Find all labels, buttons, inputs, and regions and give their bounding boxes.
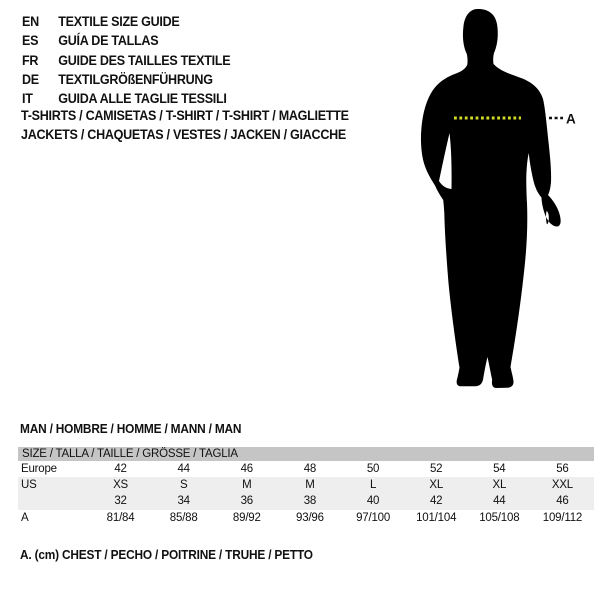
language-code: EN [22,14,39,29]
category-lines [21,107,349,144]
language-label: GUIDE DES TAILLES TEXTILE [58,52,231,68]
language-code: ES [22,33,39,49]
table-cell: XL [429,479,444,492]
row-label: Europe [21,463,57,475]
table-cell: 36 [240,495,254,508]
table-cell: 50 [366,463,380,475]
category-line: T-SHIRTS / CAMISETAS / T-SHIRT / T-SHIRT / MAGLIETTE [21,108,349,123]
language-row [22,12,230,31]
man-silhouette-figure [395,0,600,400]
table-cell: 81/84 [106,511,135,524]
table-cell: 52 [429,463,443,475]
size-table [18,447,594,526]
table-cell: 38 [303,495,317,508]
language-row [22,70,230,89]
table-cell: 54 [493,463,506,475]
table-cell: 46 [556,495,569,508]
language-row [22,51,230,70]
table-row [18,493,594,509]
table-cell: 44 [493,495,506,508]
language-label: GUÍA DE TALLAS [58,33,159,49]
table-cell: 97/100 [356,511,391,524]
language-list [22,12,230,108]
table-cell: 93/96 [296,511,324,524]
language-label: GUIDA ALLE TAGLIE TESSILI [58,91,227,107]
table-cell: XS [113,479,129,492]
table-cell: 46 [240,463,254,475]
table-cell: 42 [429,495,443,508]
table-cell: 56 [556,463,569,475]
table-cell: 109/112 [542,511,583,524]
table-cell: 48 [303,463,317,475]
language-code: DE [22,71,39,87]
table-cell: 101/104 [416,511,457,524]
section-title: MAN / HOMBRE / HOMME / MANN / MAN [20,422,242,436]
measure-label-a: A [566,111,576,127]
table-cell: 85/88 [169,511,198,524]
size-table-header: SIZE / TALLA / TAILLE / GRÖSSE / TAGLIA [18,447,594,461]
size-table-rows [18,461,594,526]
row-label [18,493,89,509]
table-cell: XL [492,479,507,492]
table-row [18,477,594,493]
language-label: TEXTILE SIZE GUIDE [58,14,180,29]
table-cell: 40 [366,495,380,508]
table-cell: 42 [114,463,127,475]
row-label: US [21,479,37,492]
table-row [18,510,594,526]
table-cell: 89/92 [232,511,261,524]
table-cell: L [369,479,377,492]
table-cell: S [179,479,188,492]
table-cell: M [305,479,315,492]
table-cell: XXL [551,479,573,492]
language-row [22,31,230,50]
measurement-footnote: A. (cm) CHEST / PECHO / POITRINE / TRUHE / PETTO [20,548,313,562]
category-line: JACKETS / CHAQUETAS / VESTES / JACKEN / GIACCHE [21,126,346,142]
table-cell: 32 [114,495,127,508]
row-label: A [21,511,29,524]
language-label: TEXTILGRÖßENFÜHRUNG [58,71,213,87]
table-cell: 34 [177,495,190,508]
table-cell: 105/108 [479,511,520,524]
language-row [22,89,230,108]
table-cell: M [242,479,252,492]
table-row [18,461,594,477]
table-cell: 44 [177,463,190,475]
man-silhouette [421,9,561,388]
language-code: IT [22,91,33,107]
language-code: FR [22,52,39,68]
